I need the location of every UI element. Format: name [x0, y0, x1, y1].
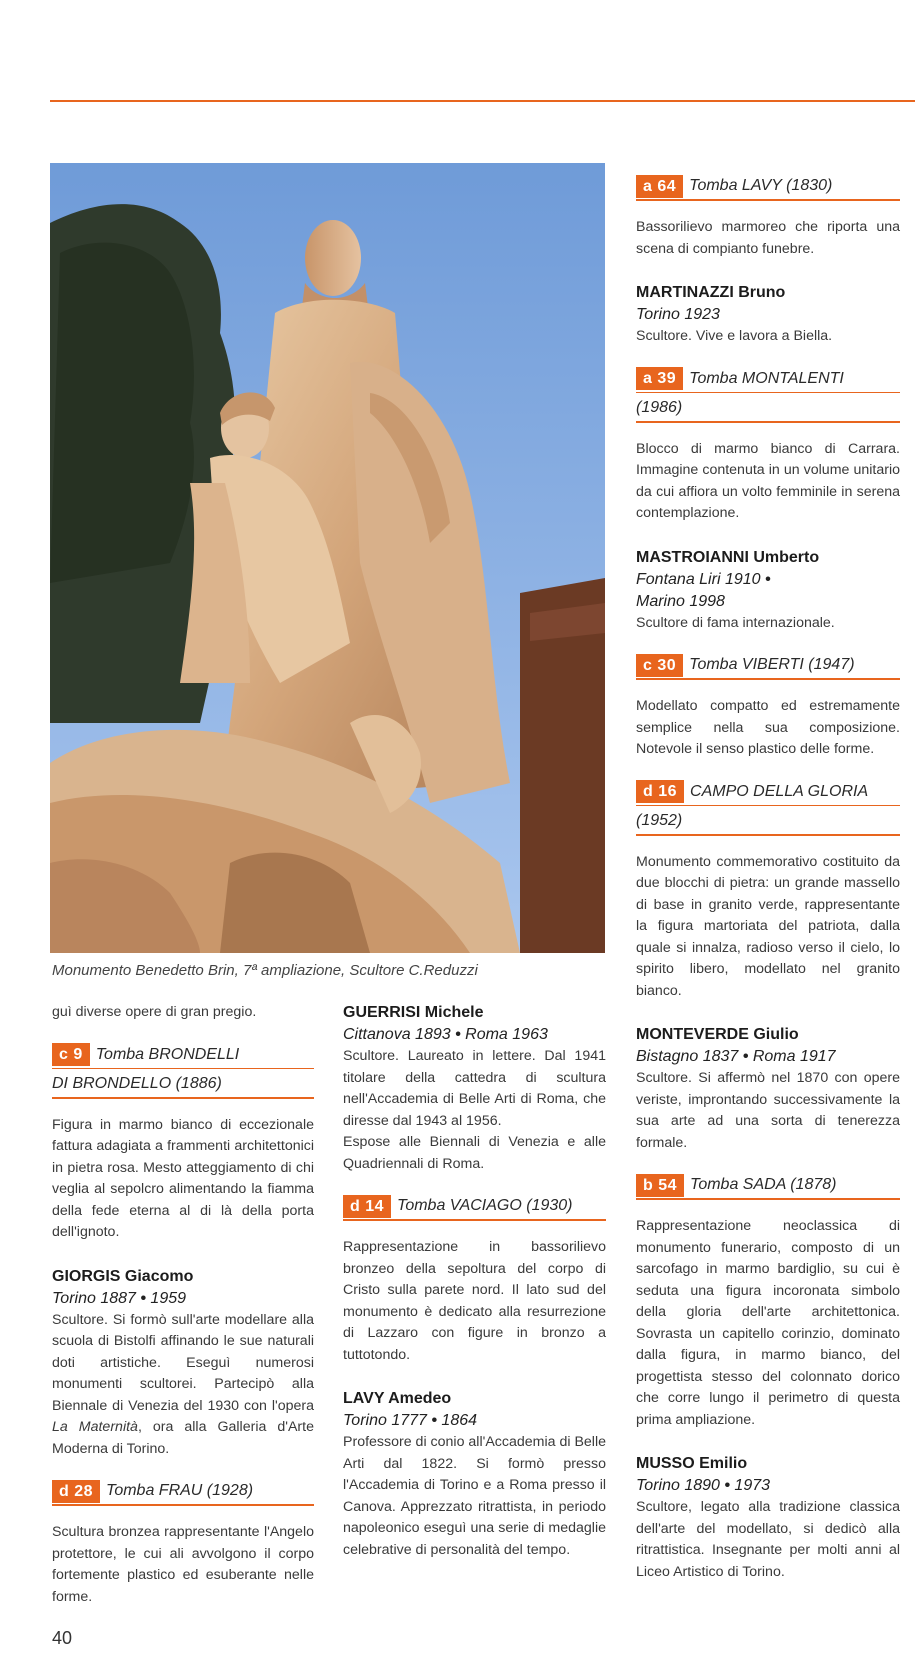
tomb-title-continued: DI BRONDELLO (1886) [52, 1068, 314, 1097]
artist-name: MARTINAZZI Bruno [636, 284, 786, 301]
tomb-title-continued: (1952) [636, 805, 900, 834]
tomb-title: Tomba MONTALENTI [689, 369, 844, 387]
artist-dates: Torino 1777 • 1864 [343, 1412, 478, 1429]
artist-bio: Professore di conio all'Accademia di Belle Arti dal 1822. Si formò presso l'Accademia di Torino e a Roma presso il Canova. Apprezzato ritrattista, in periodo napoleonico eseguì una serie di medaglie celebrative di personalità del tempo. [343, 1434, 606, 1558]
tomb-description: Bassorilievo marmoreo che riporta una scena di compianto funebre. [636, 219, 900, 257]
tomb-title: Tomba LAVY (1830) [689, 177, 833, 194]
monument-photo [50, 163, 605, 953]
location-badge: c 30 [636, 654, 683, 677]
artist-dates: Torino 1890 • 1973 [636, 1477, 771, 1494]
artist-name: LAVY Amedeo [343, 1390, 452, 1407]
location-badge: d 14 [343, 1195, 391, 1218]
artist-dates: Bistagno 1837 • Roma 1917 [636, 1048, 836, 1065]
top-rule [50, 100, 915, 102]
artist-bio: Scultore. Si formò sull'arte modellare alla scuola di Bistolfi affinando le sue naturali doti artistiche. Eseguì numerosi monumenti scultorei. Partecipò alla Biennale di Venezia del 1930 con l'opera La Maternità, ora alla Galleria d'Arte Moderna di Torino. [52, 1311, 314, 1457]
tomb-description: Rappresentazione in bassorilievo bronzeo della sepoltura del corpo di Cristo sulla parete nord. Il lato sud del monumento è dedicato alla resurrezione di Lazzaro con figure in bronzo a tuttotondo. [343, 1239, 606, 1363]
location-badge: d 16 [636, 780, 684, 803]
artist-bio: Scultore. Si affermò nel 1870 con opere veriste, improntando successivamente la sua arte ad una sorta di tenerezza formale. [636, 1070, 900, 1151]
tomb-entry-d28 [52, 1478, 314, 1506]
tomb-description: Blocco di marmo bianco di Carrara. Immagine contenuta in un volume unitario da cui affiora un volto femminile in serena contemplazione. [636, 440, 900, 521]
column-right [636, 173, 900, 1583]
location-badge: c 9 [52, 1043, 90, 1066]
artist-name: MONTEVERDE Giulio [636, 1026, 799, 1043]
page-number: 40 [52, 1628, 73, 1648]
tomb-entry-a64 [636, 173, 900, 201]
tomb-title: Tomba FRAU (1928) [106, 1482, 254, 1499]
artist-entry-mastroianni [636, 547, 900, 635]
tomb-description: Rappresentazione neoclassica di monumento funerario, composto di un sarcofago in marmo bardiglio, su cui è seduta una figura incoronata simbolo della gloria dell'arte architettonica. Sovrasta un capitello corinzio, dominato dalla figura, in marmo bianco, del progettista stesso del colonnato dorico che corre lungo il perimetro di questa prima ampliazione. [636, 1218, 900, 1428]
artist-bio: Scultore di fama internazionale. [636, 614, 835, 631]
tomb-entry-b54 [636, 1172, 900, 1200]
artist-dates: Cittanova 1893 • Roma 1963 [343, 1026, 548, 1043]
artist-entry-monteverde [636, 1024, 900, 1154]
artist-entry-martinazzi [636, 282, 900, 348]
column-middle [343, 1002, 606, 1561]
tomb-title: Tomba BRONDELLI [95, 1045, 240, 1063]
artist-bio-continued: Espose alle Biennali di Venezia e alle Quadriennali di Roma. [343, 1134, 606, 1172]
tomb-description: Monumento commemorativo costituito da due blocchi di pietra: un grande massello di base in granito verde, rappresentante la figura martoriata del patriota, dalla quale si innalza, radioso verso il cielo, lo spirito libero, modellato nel granito bianco. [636, 853, 900, 999]
tomb-description: Modellato compatto ed estremamente semplice nella sua composizione. Notevole il senso plastico delle forme. [636, 698, 900, 757]
monument-illustration [50, 163, 605, 953]
tomb-entry-d16 [636, 779, 900, 836]
artist-bio: Scultore, legato alla tradizione classica dell'arte del modellato, si dedicò alla ritrattistica. Insegnante per molti anni al Liceo Artistico di Torino. [636, 1499, 900, 1580]
artist-entry-guerrisi [343, 1002, 606, 1175]
tomb-title: Tomba VIBERTI (1947) [689, 656, 855, 673]
artist-entry-musso [636, 1453, 900, 1583]
artist-name: GUERRISI Michele [343, 1004, 484, 1021]
artist-entry-giorgis [52, 1266, 314, 1461]
artist-dates: Fontana Liri 1910 • [636, 570, 771, 588]
artist-bio: Scultore. Vive e lavora a Biella. [636, 328, 833, 344]
artist-name: GIORGIS Giacomo [52, 1267, 194, 1285]
tomb-entry-c30 [636, 652, 900, 680]
artist-entry-lavy [343, 1388, 606, 1561]
column-left [52, 1002, 314, 1608]
artist-name: MUSSO Emilio [636, 1455, 748, 1472]
tomb-entry-c9 [52, 1042, 314, 1099]
intro-text: guì diverse opere di gran pregio. [52, 1004, 257, 1020]
location-badge: a 64 [636, 175, 683, 198]
photo-caption: Monumento Benedetto Brin, 7ª ampliazione, Scultore C.Reduzzi [52, 962, 478, 979]
artist-dates-continued: Marino 1998 [636, 592, 725, 610]
tomb-description: Scultura bronzea rappresentante l'Angelo protettore, le cui ali avvolgono il corpo fortemente plastico ed esuberante nelle forme. [52, 1524, 314, 1605]
artist-dates: Torino 1923 [636, 306, 720, 323]
tomb-title: Tomba SADA (1878) [690, 1176, 837, 1193]
artist-name: MASTROIANNI Umberto [636, 548, 820, 566]
work-title: La Maternità [52, 1419, 138, 1435]
tomb-entry-a39 [636, 366, 900, 423]
tomb-title-continued: (1986) [636, 392, 900, 421]
tomb-entry-d14 [343, 1193, 606, 1221]
location-badge: d 28 [52, 1480, 100, 1503]
location-badge: a 39 [636, 367, 683, 390]
artist-dates: Torino 1887 • 1959 [52, 1289, 187, 1307]
location-badge: b 54 [636, 1174, 684, 1197]
tomb-title: Tomba VACIAGO (1930) [397, 1197, 573, 1214]
tomb-description: Figura in marmo bianco di eccezionale fattura adagiata a frammenti architettonici in pietra rosa. Mesto atteggiamento di chi veglia al sepolcro alimentando la fiamma della fede eterna al di là della porta dell'ignoto. [52, 1116, 314, 1240]
artist-bio: Scultore. Laureato in lettere. Dal 1941 titolare della cattedra di scultura nell'Accademia di Belle Arti di Roma, che diresse dal 1943 al 1956. [343, 1048, 606, 1129]
tomb-title: CAMPO DELLA GLORIA [690, 782, 869, 800]
